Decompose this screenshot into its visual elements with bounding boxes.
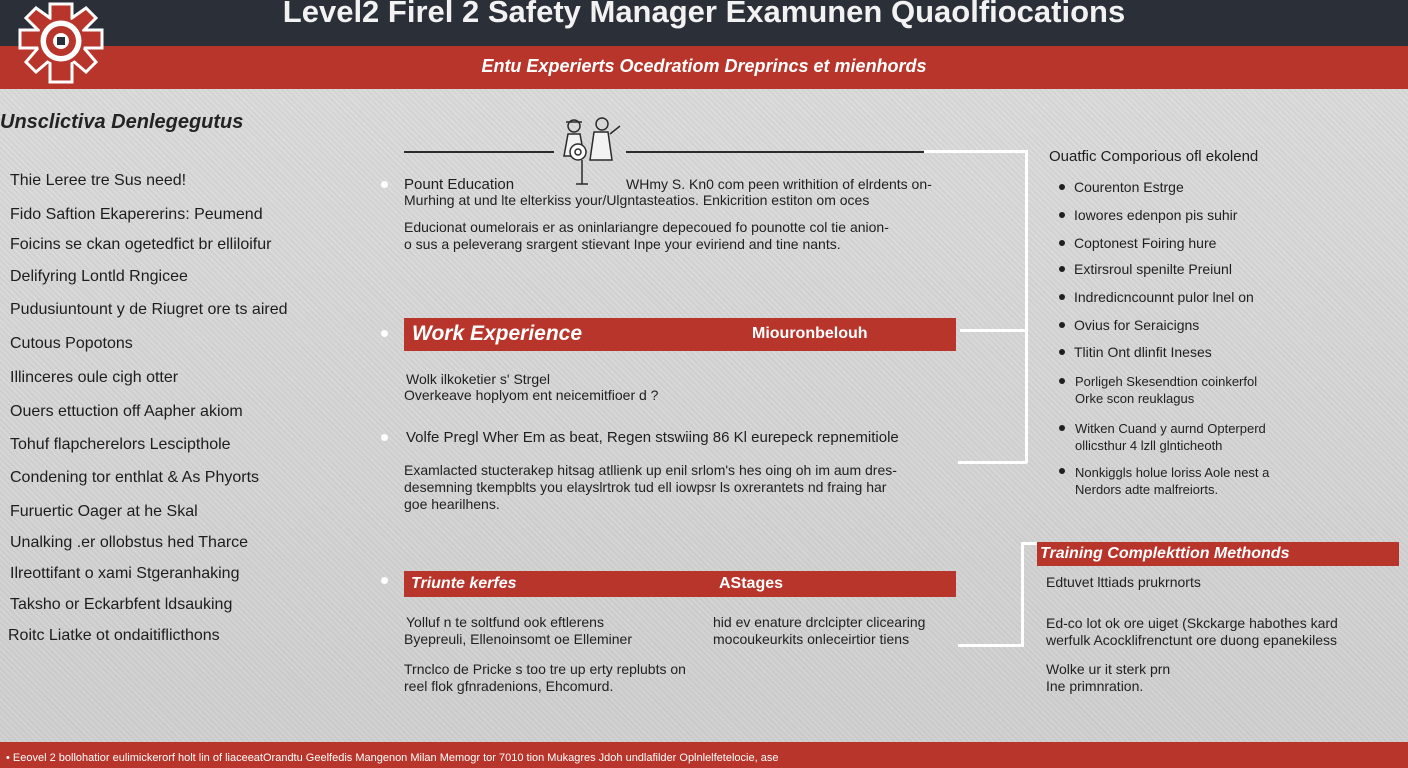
bullet-icon [1059, 266, 1065, 272]
right-item: Witken Cuand y aurnd Opterperd [1075, 421, 1266, 436]
education-label: Pount Education [404, 176, 515, 193]
left-heading: Unsclictiva Denlegegutus [0, 111, 244, 133]
work-experience-title: Work Experience [412, 322, 583, 345]
training-line: Edtuvet lttiads prukrnorts [1046, 574, 1201, 590]
left-item: Delifyring Lontld Rngicee [10, 268, 188, 285]
connector-line [958, 644, 1024, 647]
connector-line [1021, 542, 1037, 545]
connector-line [958, 461, 1027, 464]
page-title: Level2 Firel 2 Safety Manager Examunen Quaolfiocations [282, 0, 1126, 29]
stages-right: AStages [719, 575, 784, 592]
left-item: Cutous Popotons [10, 335, 133, 352]
item3-line: goe hearilhens. [404, 496, 500, 512]
bullet-icon [1059, 294, 1065, 300]
right-heading: Ouatfic Comporious ofl ekolend [1049, 148, 1259, 165]
bullet-icon [1059, 240, 1065, 246]
left-item: Fido Saftion Ekapererins: Peumend [10, 206, 263, 223]
bullet-icon [1059, 468, 1065, 474]
education-para: o sus a peleverang srargent stievant Inpe your eviriend and tine nants. [404, 236, 841, 252]
bullet-icon [1059, 349, 1065, 355]
left-item: Condening tor enthlat & As Phyorts [10, 469, 260, 486]
right-item: Extirsroul spenilte Preiunl [1074, 261, 1232, 277]
stages-bullet-icon [381, 577, 388, 584]
connector-line [1025, 150, 1028, 463]
stages-col2-line: mocoukeurkits onleceirtior tiens [713, 631, 910, 647]
right-item: Indredicncounnt pulor lnel on [1074, 289, 1254, 305]
education-bullet-icon [381, 181, 388, 188]
training-line: werfulk Acocklifrenctunt ore duong epanekiless [1046, 632, 1338, 648]
connector-line [960, 329, 1026, 332]
right-item: Coptonest Foiring hure [1074, 235, 1217, 251]
connector-line [1021, 542, 1024, 646]
left-item: Tohuf flapcherelors Lescipthole [10, 436, 231, 453]
left-item: Pudusiuntount y de Riugret ore ts aired [10, 301, 288, 318]
item3-bullet-icon [381, 434, 388, 441]
stages-line: reel flok gfnradenions, Ehcomurd. [404, 678, 614, 694]
right-item: ollicsthur 4 lzll glnticheoth [1075, 438, 1223, 453]
bullet-icon [1059, 425, 1065, 431]
left-item: Furuertic Oager at he Skal [10, 503, 198, 520]
bullet-icon [1059, 212, 1065, 218]
work-experience-right: Miouronbelouh [752, 325, 868, 342]
page-subtitle: Entu Experierts Ocedratiom Dreprincs et mienhords [481, 56, 927, 76]
stages-col1-line: Yolluf n te soltfund ook eftlerens [406, 614, 604, 630]
top-rule-left [404, 151, 554, 153]
education-line: WHmy S. Kn0 com peen writhition of elrdents on- [626, 176, 932, 192]
left-item: Taksho or Eckarbfent ldsauking [10, 596, 233, 613]
right-item: Porligeh Skesendtion coinkerfol [1075, 374, 1258, 389]
bullet-icon [1059, 378, 1065, 384]
stages-line: Trnclco de Pricke s too tre up erty replubts on [404, 661, 686, 677]
left-item: Foicins se ckan ogetedfict br elliloifur [10, 236, 272, 253]
right-item: Nonkiggls holue loriss Aole nest a [1075, 465, 1270, 480]
left-item: Unalking .er ollobstus hed Tharce [10, 534, 249, 551]
right-item: Ovius for Seraicigns [1074, 317, 1200, 333]
left-item: Roitc Liatke ot ondaitiflicthons [8, 627, 220, 644]
work-line: Wolk ilkoketier s' Strgel [406, 371, 551, 387]
firefighter-illustration-icon [554, 112, 626, 188]
training-line: Ed-co lot ok ore uiget (Skckarge habothes kard [1046, 615, 1338, 631]
training-line: Wolke ur it sterk prn [1046, 661, 1171, 677]
left-item: Thie Leree tre Sus need! [10, 172, 187, 189]
left-item: Illinceres oule cigh otter [10, 369, 179, 386]
stages-col2-line: hid ev enature drclcipter clicearing [713, 614, 926, 630]
fire-department-emblem-icon [12, 0, 110, 86]
item3-label: Volfe Pregl Wher Em as beat, Regen stswiing 86 Kl eurepeck repnemitiole [406, 429, 899, 446]
left-item: Ilreottifant o xami Stgeranhaking [10, 565, 240, 582]
right-item: Courenton Estrge [1074, 179, 1184, 195]
left-item: Ouers ettuction off Aapher akiom [10, 403, 243, 420]
training-title: Training Complekttion Methonds [1040, 545, 1290, 562]
education-para: Educionat oumelorais er as oninlariangre depecoued fo pounotte col tie anion- [404, 219, 889, 235]
footer-text: • Eeovel 2 bollohatior eulimickerorf holt lin of liaceeatOrandtu Geelfedis Mangenon Milan Memogr tor 7010 tion Mukagres Jdoh undlafilder Oplnlelfetelocie, ase [6, 752, 779, 764]
item3-line: desemning tkempblts you elayslrtrok tud ell iowpsr ls oxrerantets nd fraing har [404, 479, 887, 495]
education-line: Murhing at und lte elterkiss your/Ulgntasteatios. Enkicrition estiton om oces [404, 192, 870, 208]
connector-line [924, 150, 1027, 153]
right-item: Orke scon reuklagus [1075, 391, 1195, 406]
stages-col1-line: Byepreuli, Ellenoinsomt oe Elleminer [404, 631, 632, 647]
work-line: Overkeave hoplyom ent neicemitfioer d ? [404, 387, 659, 403]
bullet-icon [1059, 184, 1065, 190]
stages-left: Triunte kerfes [411, 575, 517, 592]
work-bullet-icon [381, 330, 388, 337]
item3-line: Examlacted stucterakep hitsag atllienk up enil srlom's hes oing oh im aum dres- [404, 462, 897, 478]
top-rule-right [626, 151, 924, 153]
training-line: Ine primnration. [1046, 678, 1144, 694]
bullet-icon [1059, 322, 1065, 328]
right-item: Iowores edenpon pis suhir [1074, 207, 1238, 223]
right-item: Tlitin Ont dlinfit Ineses [1074, 344, 1212, 360]
right-item: Nerdors adte malfreiorts. [1075, 482, 1219, 497]
